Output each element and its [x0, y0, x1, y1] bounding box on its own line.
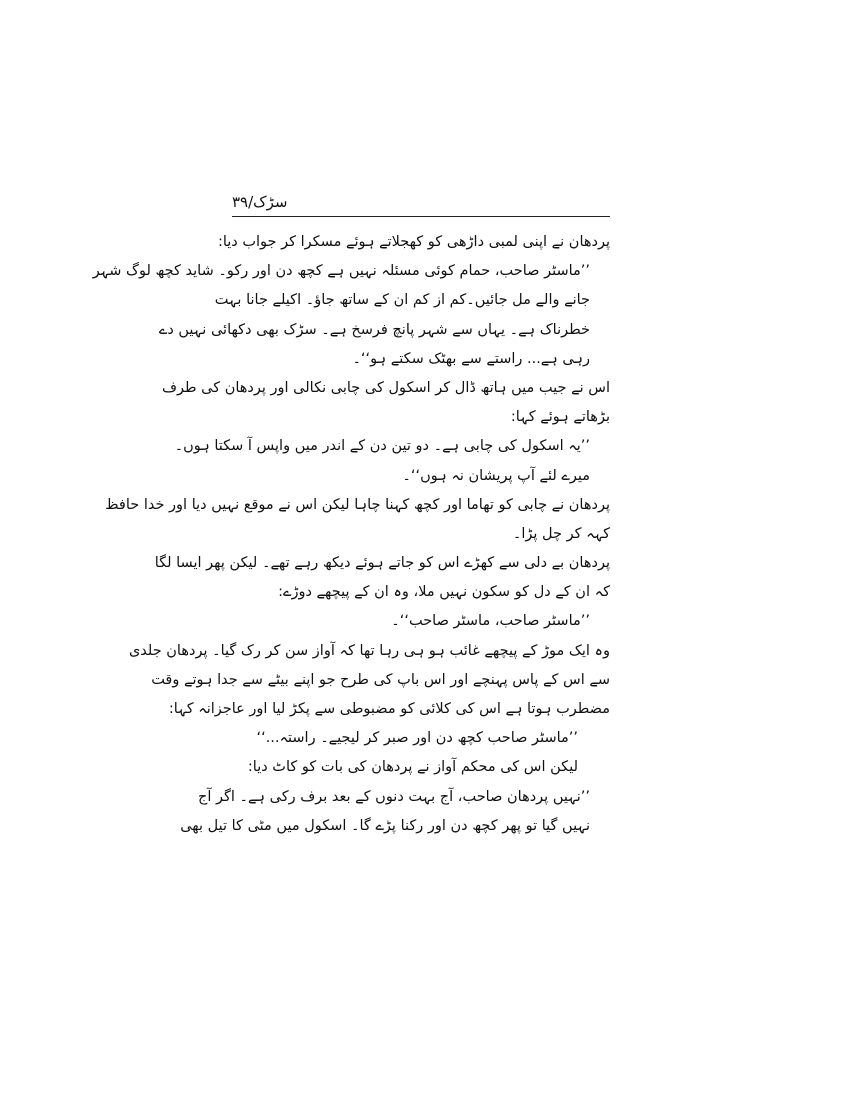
page-header — [232, 190, 610, 218]
text-line: ’’یہ اسکول کی چابی ہے۔ دو تین دن کے اندر میں واپس آ سکتا ہوں۔ — [174, 438, 590, 455]
text-line: مضطرب ہوتا ہے اس کی کلائی کو مضبوطی سے پکڑ لیا اور عاجزانہ کہا: — [168, 701, 610, 717]
text-line: پردھان نے چابی کو تھاما اور کچھ کہنا چاہا لیکن اس نے موقع نہیں دیا اور خدا حافظ — [105, 496, 610, 513]
text-line: پردھان نے اپنی لمبی داڑھی کو کھجلاتے ہوئے مسکرا کر جواب دیا: — [217, 234, 610, 250]
text-line: سے اس کے پاس پہنچے اور اس باپ کی طرح جو اپنے بیٹے سے جدا ہوتے وقت — [151, 671, 610, 688]
text-line: ’’نہیں پردھان صاحب، آج بہت دنوں کے بعد برف رکی ہے۔ اگر آج — [198, 788, 590, 805]
text-line: میرے لئے آپ پریشان نہ ہوں‘‘۔ — [402, 467, 590, 484]
text-line: بڑھاتے ہوئے کہا: — [510, 409, 610, 426]
text-line: جانے والے مل جائیں۔کم از کم ان کے ساتھ جاؤ۔ اکیلے جانا بہت — [214, 292, 590, 309]
text-line: لیکن اس کی محکم آواز نے پردھان کی بات کو کاٹ دیا: — [247, 759, 578, 776]
text-line: کہہ کر چل پڑا۔ — [512, 525, 610, 542]
text-line: رہی ہے... راستے سے بھٹک سکتے ہو‘‘۔ — [352, 350, 590, 367]
text-line: اس نے جیب میں ہاتھ ڈال کر اسکول کی چابی نکالی اور پردھان کی طرف — [161, 379, 610, 396]
text-line: ’’ماسٹر صاحب، ماسٹر صاحب‘‘۔ — [391, 613, 590, 630]
text-line: خطرناک ہے۔ یہاں سے شہر پانچ فرسخ ہے۔ سڑک بھی دکھائی نہیں دے — [158, 321, 590, 338]
text-line: کہ ان کے دل کو سکون نہیں ملا، وہ ان کے پیچھے دوڑے: — [278, 584, 610, 601]
text-line: نہیں گیا تو پھر کچھ دن اور رکنا پڑے گا۔ اسکول میں مٹی کا تیل بھی — [180, 817, 590, 834]
header-rule — [232, 216, 610, 217]
text-line: پردھان بے دلی سے کھڑے اس کو جاتے ہوئے دیکھ رہے تھے۔ لیکن پھر ایسا لگا — [154, 555, 610, 572]
text-line: ’’ماسٹر صاحب، حمام کوئی مسئلہ نہیں ہے کچھ دن اور رکو۔ شاید کچھ لوگ شہر — [92, 263, 590, 280]
text-line: وہ ایک موڑ کے پیچھے غائب ہو ہی رہا تھا کہ آواز سن کر رک گیا۔ پردھان جلدی — [128, 642, 610, 659]
text-line: ’’ماسٹر صاحب کچھ دن اور صبر کر لیجیے۔ راستہ...‘‘ — [256, 730, 578, 747]
body-text — [92, 228, 610, 841]
running-head: سڑک/۳۹ — [232, 193, 288, 211]
